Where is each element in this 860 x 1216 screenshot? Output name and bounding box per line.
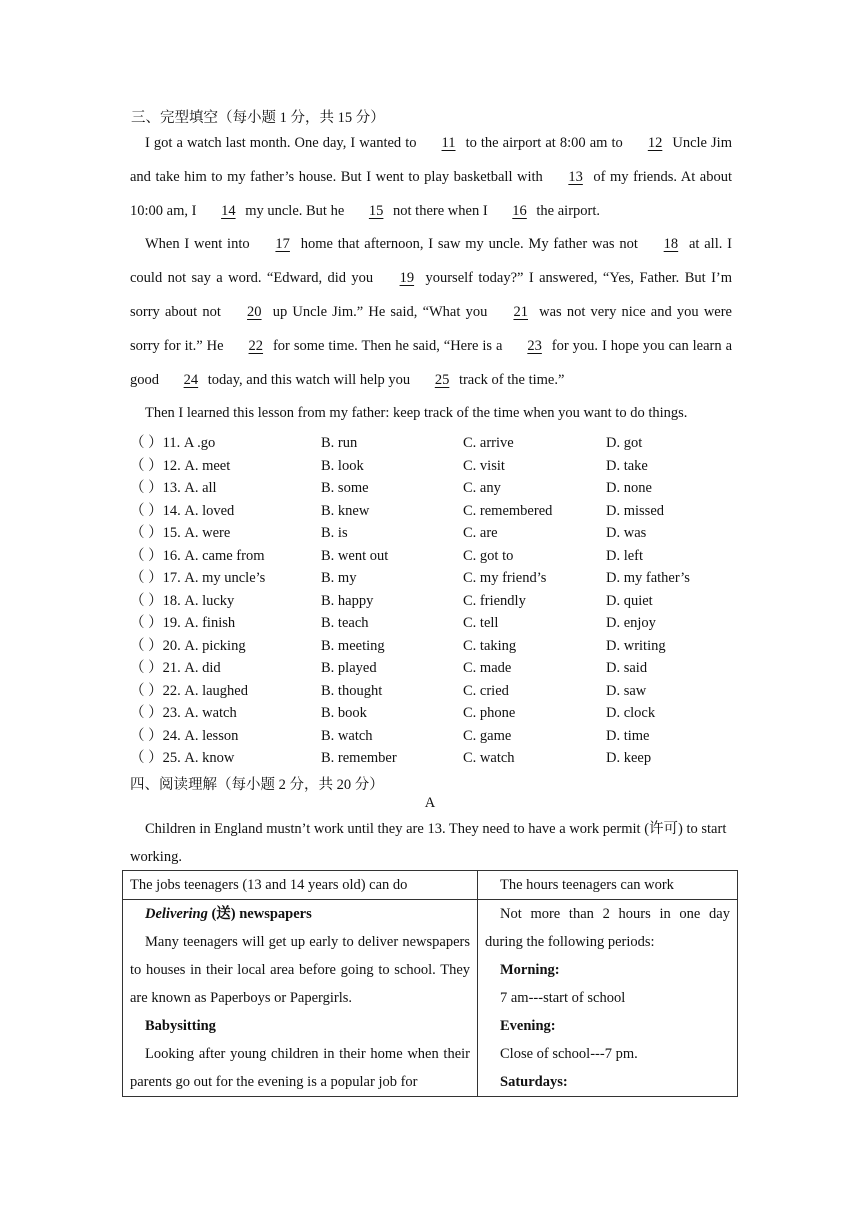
option-d[interactable]: D. left (606, 547, 644, 564)
option-c[interactable]: C. visit (463, 457, 505, 474)
blank-23[interactable]: 23 (527, 337, 542, 354)
option-c[interactable]: C. watch (463, 750, 515, 766)
evening-label (485, 1012, 730, 1040)
evening-label-text: Evening: (500, 1018, 556, 1034)
option-row (130, 590, 740, 613)
option-d[interactable]: D. my father’s (606, 570, 690, 586)
option-d[interactable]: D. take (606, 457, 648, 474)
option-b[interactable]: B. thought (321, 682, 383, 699)
option-c[interactable]: C. made (463, 660, 512, 676)
option-b[interactable]: B. run (321, 435, 358, 451)
blank-22[interactable]: 22 (248, 337, 264, 354)
option-c[interactable]: C. are (463, 525, 498, 541)
option-c[interactable]: C. cried (463, 682, 509, 699)
hours-text: Not more than 2 hours in one day during the following periods: (485, 906, 730, 950)
cloze-paragraph: Then I learned this lesson from my father: keep track of the time when you want to do things. (145, 405, 688, 422)
header-hours-label: The hours teenagers can work (500, 877, 674, 893)
question-option-a[interactable]: （ ）24. A. lesson (130, 727, 239, 744)
saturday-label-text: Saturdays: (500, 1074, 568, 1090)
morning-value: 7 am---start of school (500, 990, 626, 1006)
option-d[interactable]: D. was (606, 525, 647, 541)
option-b[interactable]: B. is (321, 525, 348, 541)
option-c[interactable]: C. remembered (463, 502, 553, 519)
table-body-row (123, 900, 738, 1097)
question-option-a[interactable]: （ ）22. A. laughed (130, 682, 248, 699)
option-b[interactable]: B. some (321, 480, 369, 496)
option-row (130, 680, 740, 703)
option-c[interactable]: C. friendly (463, 592, 526, 609)
question-option-a[interactable]: （ ）19. A. finish (130, 615, 236, 631)
question-option-a[interactable]: （ ）16. A. came from (130, 547, 265, 564)
jobs-table (122, 870, 738, 1097)
option-row (130, 455, 740, 478)
question-option-a[interactable]: （ ）23. A. watch (130, 705, 237, 721)
option-d[interactable]: D. said (606, 660, 648, 676)
option-c[interactable]: C. taking (463, 637, 517, 654)
option-d[interactable]: D. time (606, 727, 650, 744)
option-d[interactable]: D. clock (606, 705, 656, 721)
cloze-options (130, 432, 740, 770)
option-row (130, 702, 740, 725)
saturday-label (485, 1068, 730, 1096)
option-b[interactable]: B. played (321, 660, 377, 676)
option-row (130, 477, 740, 500)
option-row (130, 725, 740, 748)
job1-title-italic: Delivering (145, 906, 208, 922)
blank-19[interactable]: 19 (399, 270, 415, 287)
option-row (130, 635, 740, 658)
option-b[interactable]: B. look (321, 457, 364, 474)
option-d[interactable]: D. missed (606, 502, 664, 519)
option-row (130, 612, 740, 635)
question-option-a[interactable]: （ ）18. A. lucky (130, 592, 235, 609)
section-3-heading: 三、完型填空（每小题 1 分，共 15 分） (131, 110, 385, 126)
option-b[interactable]: B. happy (321, 592, 374, 609)
option-row (130, 432, 740, 455)
question-option-a[interactable]: （ ）13. A. all (130, 480, 217, 496)
option-row (130, 567, 740, 590)
cloze-passage (130, 127, 732, 431)
section-4-heading: 四、阅读理解（每小题 2 分，共 20 分） (130, 777, 384, 793)
option-row (130, 545, 740, 568)
blank-14[interactable]: 14 (221, 202, 236, 219)
option-d[interactable]: D. writing (606, 637, 666, 654)
option-d[interactable]: D. keep (606, 750, 652, 766)
morning-label-text: Morning: (500, 962, 560, 978)
morning-label (485, 956, 730, 984)
option-b[interactable]: B. remember (321, 750, 397, 766)
blank-15[interactable]: 15 (368, 202, 384, 219)
reading-intro (130, 815, 732, 871)
option-b[interactable]: B. meeting (321, 637, 385, 654)
option-d[interactable]: D. quiet (606, 592, 653, 609)
blank-17[interactable]: 17 (275, 236, 290, 253)
option-c[interactable]: C. arrive (463, 435, 514, 451)
option-b[interactable]: B. book (321, 705, 367, 721)
blank-11[interactable]: 11 (441, 135, 456, 151)
job2-text: Looking after young children in their home when their parents go out for the evening is a popular job for (130, 1046, 470, 1090)
option-c[interactable]: C. game (463, 727, 512, 744)
cloze-paragraph: When I went into 17 home that afternoon, I saw my uncle. My father was not 18 at all. I could not say a word. “Edward, did you 19 yourself today?” I answered, “Yes, Father. But I’m sorry about not 20 up Uncle Jim.” He said, “What you 21 was not very nice and you were sorry for it.” He 22 for some time. Then he said, “Here is a 23 for you. I hope you can learn a good 24 today, and this watch will help you 25 track of the time.” (130, 228, 732, 397)
option-d[interactable]: D. saw (606, 682, 647, 699)
blank-20[interactable]: 20 (247, 303, 262, 320)
option-d[interactable]: D. got (606, 435, 643, 451)
passage-label: A (424, 795, 436, 811)
question-option-a[interactable]: （ ）12. A. meet (130, 457, 231, 474)
job2-title-label: Babysitting (145, 1018, 216, 1034)
option-c[interactable]: C. phone (463, 705, 516, 721)
question-option-a[interactable]: （ ）14. A. loved (130, 502, 235, 519)
jobs-cell (123, 900, 478, 1097)
option-row (130, 522, 740, 545)
option-b[interactable]: B. went out (321, 547, 389, 564)
job2-title (130, 1012, 470, 1040)
option-c[interactable]: C. any (463, 480, 501, 496)
header-jobs-label: The jobs teenagers (13 and 14 years old) can do (130, 877, 408, 893)
question-option-a[interactable]: （ ）15. A. were (130, 525, 231, 541)
option-row (130, 657, 740, 680)
header-hours (478, 871, 738, 900)
option-d[interactable]: D. none (606, 480, 652, 496)
question-option-a[interactable]: （ ）25. A. know (130, 750, 235, 766)
question-option-a[interactable]: （ ）11. A .go (130, 435, 216, 451)
option-c[interactable]: C. got to (463, 547, 514, 564)
blank-13[interactable]: 13 (568, 168, 583, 185)
option-c[interactable]: C. my friend’s (463, 570, 547, 586)
question-option-a[interactable]: （ ）20. A. picking (130, 637, 246, 654)
option-b[interactable]: B. watch (321, 727, 373, 744)
blank-25[interactable]: 25 (434, 371, 450, 388)
blank-21[interactable]: 21 (513, 303, 528, 320)
option-d[interactable]: D. enjoy (606, 615, 656, 631)
header-jobs (123, 871, 478, 900)
option-row (130, 747, 740, 770)
job1-text: Many teenagers will get up early to deliver newspapers to houses in their local area before going to school. They are known as Paperboys or Papergirls. (130, 934, 470, 1006)
job1-title (130, 900, 470, 928)
blank-24[interactable]: 24 (183, 371, 199, 388)
intro-text: Children in England mustn’t work until they are 13. They need to have a work permit (许可) to start working. (130, 821, 727, 865)
hours-cell (478, 900, 738, 1097)
evening-value: Close of school---7 pm. (500, 1046, 638, 1062)
option-row (130, 500, 740, 523)
job1-title-rest: (送) newspapers (207, 906, 312, 922)
table-header-row (123, 871, 738, 900)
blank-12[interactable]: 12 (647, 135, 663, 151)
blank-18[interactable]: 18 (663, 236, 679, 253)
cloze-paragraph: I got a watch last month. One day, I wanted to 11 to the airport at 8:00 am to 12 Uncle Jim and take him to my father’s house. But I went to play basketball with 13 of my friends. At about 10:00 am, I 14 my uncle. But he 15 not there when I 16 the airport. (130, 127, 732, 228)
question-option-a[interactable]: （ ）21. A. did (130, 660, 221, 676)
option-b[interactable]: B. teach (321, 615, 369, 631)
question-option-a[interactable]: （ ）17. A. my uncle’s (130, 570, 266, 586)
option-b[interactable]: B. knew (321, 502, 370, 519)
option-b[interactable]: B. my (321, 570, 357, 586)
blank-16[interactable]: 16 (512, 202, 527, 219)
option-c[interactable]: C. tell (463, 615, 499, 631)
